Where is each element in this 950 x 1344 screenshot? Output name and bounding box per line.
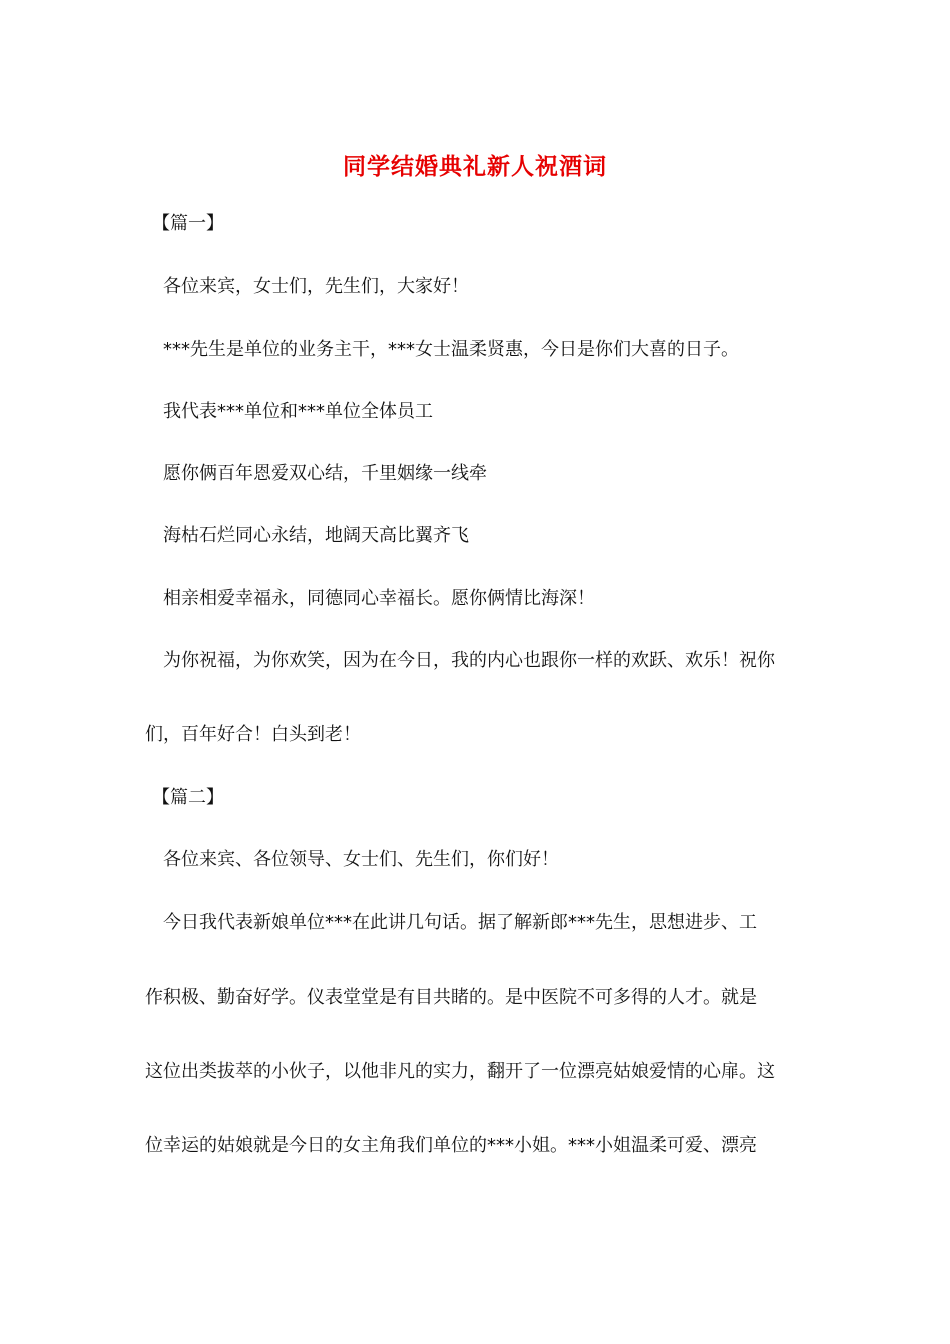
paragraph-line: 我代表***单位和***单位全体员工: [163, 401, 433, 422]
paragraph-line: 为你祝福，为你欢笑，因为在今日，我的内心也跟你一样的欢跃、欢乐！祝你: [163, 650, 775, 671]
document-title: 同学结婚典礼新人祝酒词: [343, 153, 607, 180]
paragraph-line: ***先生是单位的业务主干，***女士温柔贤惠，今日是你们大喜的日子。: [163, 339, 739, 360]
section-heading-1: 【篇一】: [152, 213, 224, 234]
paragraph-line: 位幸运的姑娘就是今日的女主角我们单位的***小姐。***小姐温柔可爱、漂亮: [145, 1135, 757, 1156]
paragraph-line: 相亲相爱幸福永，同德同心幸福长。愿你俩情比海深！: [163, 588, 595, 609]
paragraph-line: 海枯石烂同心永结，地阔天高比翼齐飞: [163, 525, 469, 546]
paragraph-line: 这位出类拔萃的小伙子，以他非凡的实力，翻开了一位漂亮姑娘爱情的心扉。这: [145, 1061, 775, 1082]
paragraph-line: 今日我代表新娘单位***在此讲几句话。据了解新郎***先生，思想进步、工: [163, 912, 757, 933]
paragraph-line: 们，百年好合！白头到老！: [145, 724, 361, 745]
paragraph-line: 愿你俩百年恩爱双心结，千里姻缘一线牵: [163, 463, 487, 484]
paragraph-line: 作积极、勤奋好学。仪表堂堂是有目共睹的。是中医院不可多得的人才。就是: [145, 987, 757, 1008]
paragraph-line: 各位来宾、各位领导、女士们、先生们，你们好！: [163, 849, 559, 870]
paragraph-line: 各位来宾，女士们，先生们，大家好！: [163, 276, 469, 297]
section-heading-2: 【篇二】: [152, 787, 224, 808]
